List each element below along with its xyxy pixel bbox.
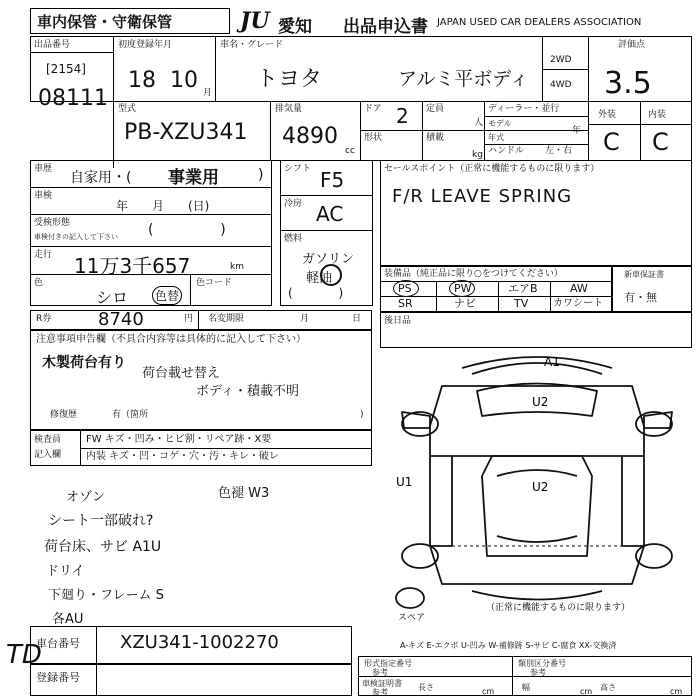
name-change-label: 名変期限 [208, 314, 245, 324]
equip-ps: PS [398, 282, 412, 295]
cert-label: 車検証明書 [362, 679, 402, 688]
equipment-label: 装備品（純正品に限り○をつけてください） [384, 269, 563, 279]
association-name: JAPAN USED CAR DEALERS ASSOCIATION [437, 17, 642, 28]
interior-row: 内装 キズ・凹・コゲ・穴・汚・キレ・破レ [86, 451, 279, 462]
fw-row: FW キズ・凹み・ヒビ割・リペア跡・X要 [86, 434, 272, 445]
interior-grade: C [652, 128, 669, 156]
form-label: 形式指定番号 [364, 659, 412, 668]
diagram-note: （正常に機能するものに限ります） [486, 603, 631, 613]
color-change: 色替 [152, 286, 182, 305]
form-ref: 参考 [372, 668, 388, 677]
month-unit: 月 [203, 88, 213, 98]
shift-label: シフト [284, 164, 312, 174]
inspector-label: 検査員 [34, 435, 62, 445]
reg-label: 登録番号 [36, 671, 80, 684]
memo-5: ドリイ [46, 564, 85, 579]
cc-unit: cc [345, 146, 355, 156]
interior-label: 内装 [648, 110, 667, 120]
chassis-label: 車台番号 [36, 637, 80, 650]
equip-aw: AW [570, 282, 588, 295]
memo-2: 色褪 W3 [218, 486, 270, 501]
color-value: シロ [96, 288, 129, 307]
inspect-text: 年 月 (日) [116, 199, 210, 213]
class-label: 類別区分番号 [518, 659, 566, 668]
inspector-label-2: 記入欄 [34, 450, 62, 460]
exterior-grade: C [603, 128, 620, 156]
width-cm: cm [580, 687, 593, 696]
yen-unit: 円 [184, 314, 194, 324]
recycle-box [30, 310, 372, 330]
capacity-label: 定員 [426, 104, 445, 114]
name-change-month: 月 [300, 314, 310, 324]
km-unit: km [230, 262, 244, 272]
history-value: 事業用 [168, 168, 219, 188]
transfer-note: 車検付きの記入して下さい [34, 233, 118, 241]
spare-label: スペア [398, 613, 426, 623]
ju-logo: JU [240, 8, 270, 34]
warranty-options: 有・無 [624, 291, 657, 304]
year-label: 年式 [488, 133, 504, 142]
equip-pw: PW [454, 282, 472, 295]
door-label: ドア [364, 104, 382, 114]
mark-u2-top: U2 [532, 395, 549, 409]
fuel-label: 燃料 [284, 234, 303, 244]
width-label: 幅 [522, 683, 530, 692]
repair-value: 有（箇所 [112, 410, 149, 420]
after-items-label: 後日品 [384, 316, 412, 326]
equip-airbag: エアB [508, 282, 538, 295]
fuel-gasoline: ガソリン [302, 252, 355, 267]
form-title: 出品申込書 [343, 17, 428, 37]
shape-label: 形状 [364, 133, 383, 143]
note-2: 荷台載せ替え [142, 366, 221, 381]
grade-name: アルミ平ボディ [398, 68, 529, 90]
fuel-circle [320, 264, 342, 286]
memo-1: オゾン [66, 490, 106, 505]
lot-small: [2154] [46, 62, 86, 76]
memo-4: 荷台床、サビ A1U [44, 539, 162, 555]
ps-circle [393, 280, 419, 297]
mileage-label: 走行 [34, 250, 53, 260]
lot-label: 出品番号 [34, 40, 71, 50]
fuel-parens: ( ) [288, 286, 344, 300]
length-cm: cm [482, 687, 495, 696]
history-prefix: 自家用・( [70, 170, 132, 186]
mark-a1: A1 [544, 355, 560, 369]
model-label: 型式 [118, 104, 137, 114]
chassis-number: XZU341-1002270 [120, 632, 279, 653]
recycle-label: R券 [36, 314, 52, 324]
equip-sr: SR [398, 297, 413, 310]
transfer-parens: ( ) [148, 222, 226, 238]
name-change-day: 日 [352, 314, 362, 324]
storage-badge [30, 8, 230, 34]
reg-date-label: 初度登録年月 [118, 40, 173, 50]
name-label: 車名・グレード [220, 40, 284, 50]
displacement-label: 排気量 [275, 104, 303, 114]
mark-u2-bed: U2 [532, 480, 549, 494]
load-label: 積載 [426, 133, 445, 143]
memo-6: 下廻り・フレーム S [48, 588, 164, 603]
recycle-amount: 8740 [98, 309, 144, 330]
pw-circle [449, 280, 475, 297]
car-diagram [382, 346, 692, 626]
person-unit: 人 [474, 118, 484, 128]
shift-value: F5 [320, 168, 345, 192]
cert-ref: 参考 [372, 688, 388, 697]
corner-scribble: TD [6, 640, 42, 670]
door-count: 2 [396, 104, 409, 128]
memo-3: シート一部破れ? [48, 513, 154, 529]
reg-month: 10 [170, 68, 198, 93]
displacement-value: 4890 [282, 124, 338, 149]
repair-label: 修復歴 [50, 410, 78, 420]
height-cm: cm [670, 687, 683, 696]
org-name: 愛知 [278, 17, 312, 37]
length-label: 長さ [418, 683, 434, 692]
memo-7: 各AU [52, 612, 84, 627]
sales-point-value: F/R LEAVE SPRING [392, 186, 573, 207]
mileage-value: 11万3千657 [74, 254, 191, 278]
equip-leather: カワシート [553, 298, 603, 309]
equip-navi: ナビ [454, 297, 476, 310]
after-items-box [380, 312, 692, 348]
drive-2wd: 2WD [550, 55, 572, 65]
score-label: 評価点 [618, 40, 646, 50]
transfer-label: 受検形態 [34, 218, 71, 228]
model-code: PB-XZU341 [124, 120, 248, 145]
handle-options: 左・右 [545, 146, 573, 156]
history-label: 車歴 [34, 164, 53, 174]
ac-label: 冷房 [284, 199, 303, 209]
ac-value: AC [316, 202, 344, 226]
notes-label: 注意事項申告欄（不具合内容等は具体的に記入して下さい） [36, 334, 306, 345]
kg-unit: kg [472, 150, 483, 160]
height-label: 高さ [600, 683, 616, 692]
color-label: 色 [34, 278, 44, 288]
nen-unit: 年 [572, 126, 582, 136]
sales-point-label: セールスポイント（正常に機能するものに限ります） [384, 164, 600, 174]
repair-close: ) [360, 410, 364, 420]
drive-4wd: 4WD [550, 80, 572, 90]
inspect-label: 車検 [34, 191, 53, 201]
handle-label: ハンドル [488, 146, 525, 156]
warranty-label: 新車保証書 [624, 270, 664, 279]
model-year-label: モデル [488, 119, 512, 128]
diagram-legend: A-キズ E-エクボ U-凹み W-補修跡 S-サビ C-腐食 XX-交換済 [400, 641, 617, 650]
class-ref: 参考 [530, 668, 546, 677]
history-suffix: ) [258, 167, 264, 183]
lot-number: 08111 [38, 86, 108, 111]
equip-tv: TV [514, 297, 529, 310]
color-code-label: 色コード [196, 278, 233, 288]
storage-badge-text: 車内保管・守衛保管 [37, 13, 173, 31]
note-1: 木製荷台有り [42, 355, 126, 371]
mark-u1: U1 [396, 475, 413, 489]
sales-point-box [380, 160, 692, 266]
fuel-diesel: 軽油 [306, 271, 333, 286]
score-value: 3.5 [604, 66, 652, 101]
maker-name: トヨタ [256, 67, 323, 92]
reg-year: 18 [128, 68, 156, 93]
note-3: ボディ・積載不明 [196, 384, 299, 399]
exterior-label: 外装 [598, 110, 617, 120]
dealer-label: ディーラー・並行 [488, 104, 560, 114]
